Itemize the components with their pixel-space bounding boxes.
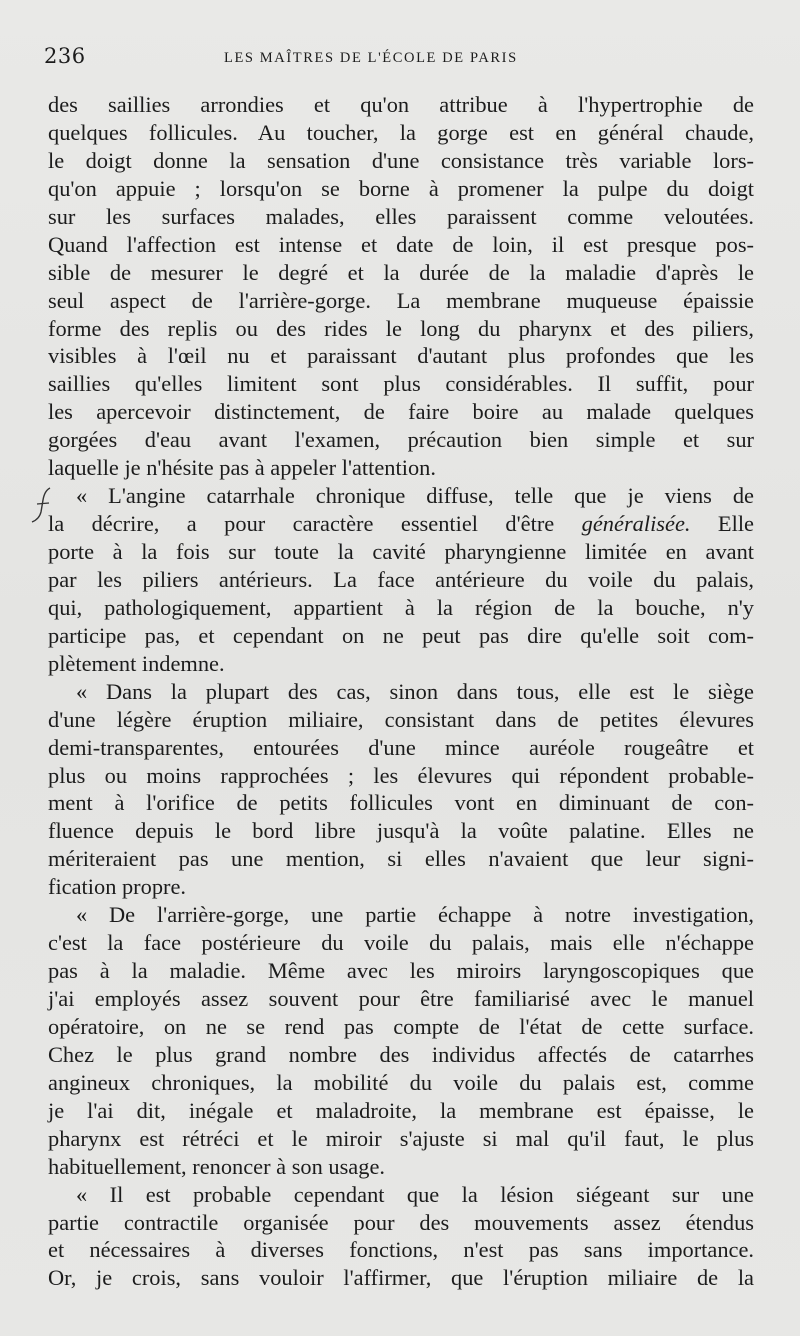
running-title: LES MAÎTRES DE L'ÉCOLE DE PARIS — [224, 50, 518, 66]
text-line: je l'ai dit, inégale et maladroite, la membrane est épaisse, le — [48, 1097, 754, 1123]
text-line: par les piliers antérieurs. La face antérieure du voile du palais, — [48, 566, 754, 592]
text-line: fluence depuis le bord libre jusqu'à la voûte palatine. Elles ne — [48, 818, 754, 844]
text-line: saillies qu'elles limitent sont plus considérables. Il suffit, pour — [48, 371, 754, 397]
text-line: fication propre. — [48, 874, 187, 900]
text-line: c'est la face postérieure du voile du palais, mais elle n'échappe — [48, 930, 754, 956]
text-line: laquelle je n'hésite pas à appeler l'attention. — [48, 455, 436, 481]
text-line: j'ai employés assez souvent pour être familiarisé avec le manuel — [48, 986, 754, 1011]
italic-word: généralisée. — [581, 511, 691, 537]
text-line: porte à la fois sur toute la cavité pharyngienne limitée en avant — [48, 539, 754, 564]
text-segment: la décrire, a pour caractère essentiel d'être — [48, 511, 555, 537]
text-line: angineux chroniques, la mobilité du voile du palais est, comme — [48, 1069, 754, 1095]
text-line: participe pas, et cependant on ne peut pas dire qu'elle soit com- — [48, 622, 754, 648]
text-line: et nécessaires à diverses fonctions, n'est pas sans importance. — [48, 1237, 754, 1263]
text-line: le doigt donne la sensation d'une consistance très variable lors- — [48, 147, 754, 173]
text-line: Chez le plus grand nombre des individus affectés de catarrhes — [48, 1041, 754, 1067]
text-line: Quand l'affection est intense et date de loin, il est presque pos- — [48, 231, 754, 257]
text-line: habituellement, renoncer à son usage. — [48, 1153, 385, 1179]
text-line: sur les surfaces malades, elles paraissent comme veloutées. — [48, 203, 754, 229]
text-line: les apercevoir distinctement, de faire boire au malade quelques — [48, 399, 754, 425]
text-line: gorgées d'eau avant l'examen, précaution bien simple et sur — [48, 427, 754, 453]
text-line-with-italic — [48, 510, 754, 538]
text-line: « L'angine catarrhale chronique diffuse, telle que je viens de — [76, 483, 754, 509]
text-line: seul aspect de l'arrière-gorge. La membrane muqueuse épaissie — [48, 287, 754, 313]
text-line: sible de mesurer le degré et la durée de la maladie d'après le — [48, 259, 754, 285]
page-number: 236 — [44, 44, 86, 68]
text-line: d'une légère éruption miliaire, consistant dans de petites élevures — [48, 706, 754, 732]
text-line: pharynx est rétréci et le miroir s'ajuste si mal qu'il faut, le plus — [48, 1125, 754, 1151]
text-line: Or, je crois, sans vouloir l'affirmer, que l'éruption miliaire de la — [48, 1265, 754, 1291]
body-text — [48, 91, 754, 1292]
text-line: « Dans la plupart des cas, sinon dans tous, elle est le siège — [76, 678, 754, 704]
page-header — [44, 44, 756, 74]
text-line: ment à l'orifice de petits follicules vont en diminuant de con- — [48, 790, 754, 816]
text-line: plus ou moins rapprochées ; les élevures qui répondent probable- — [48, 762, 754, 788]
text-line: partie contractile organisée pour des mouvements assez étendus — [48, 1209, 754, 1235]
text-line: « De l'arrière-gorge, une partie échappe à notre investigation, — [76, 902, 754, 928]
text-line: « Il est probable cependant que la lésion siégeant sur une — [76, 1181, 754, 1207]
text-line: forme des replis ou des rides le long du pharynx et des piliers, — [48, 315, 754, 341]
text-line: opératoire, on ne se rend pas compte de l'état de cette surface. — [48, 1013, 754, 1039]
text-segment: Elle — [690, 511, 754, 537]
text-line: pas à la maladie. Même avec les miroirs laryngoscopiques que — [48, 958, 754, 984]
text-line: qui, pathologiquement, appartient à la région de la bouche, n'y — [48, 594, 754, 620]
text-line: quelques follicules. Au toucher, la gorge est en général chaude, — [48, 119, 754, 145]
text-line: plètement indemne. — [48, 650, 225, 676]
text-line: visibles à l'œil nu et paraissant d'autant plus profondes que les — [48, 343, 754, 369]
text-line: demi-transparentes, entourées d'une mince auréole rougeâtre et — [48, 734, 754, 760]
text-line: qu'on appuie ; lorsqu'on se borne à promener la pulpe du doigt — [48, 175, 754, 201]
text-line: des saillies arrondies et qu'on attribue à l'hypertrophie de — [48, 92, 754, 117]
text-line: mériteraient pas une mention, si elles n'avaient que leur signi- — [48, 846, 754, 872]
